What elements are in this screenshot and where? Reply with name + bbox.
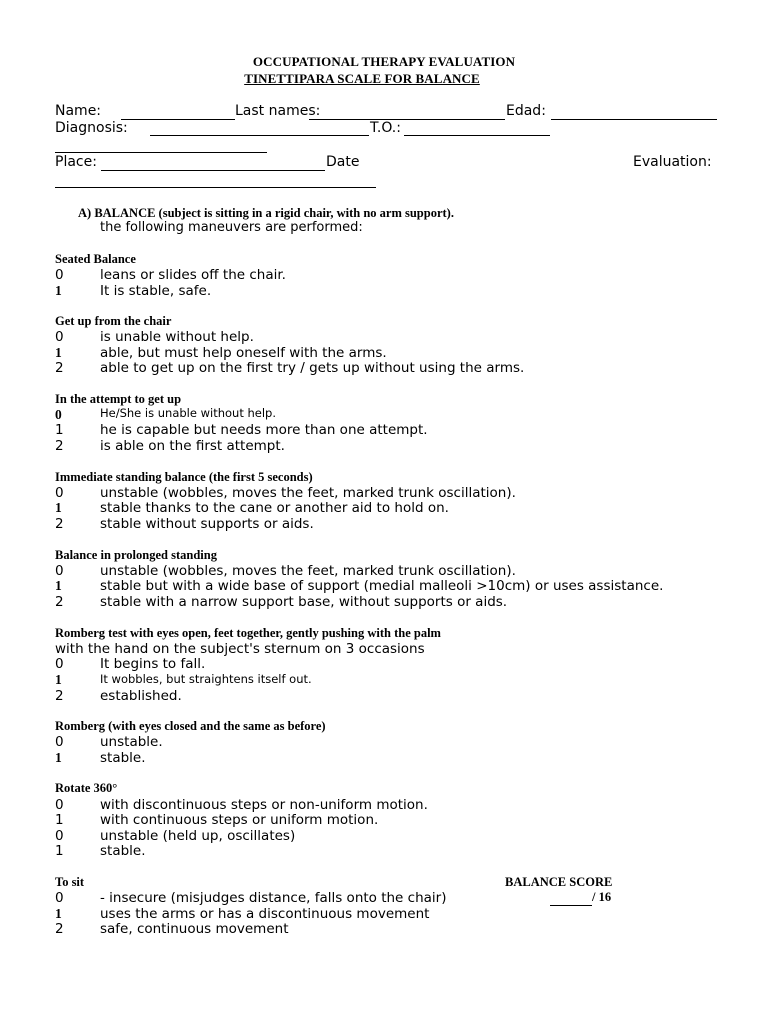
evaluation-field[interactable] — [55, 187, 376, 188]
option-text: unstable (wobbles, moves the feet, marked trunk oscillation). — [100, 563, 516, 579]
option-score: 1 — [55, 422, 64, 438]
item-title: To sit — [55, 875, 85, 889]
option-score: 1 — [55, 672, 62, 687]
option-score: 1 — [55, 750, 62, 765]
option-text: He/She is unable without help. — [100, 406, 277, 420]
item-title: Balance in prolonged standing — [55, 548, 217, 562]
document-subtitle: TINETTIPARA SCALE FOR BALANCE — [244, 71, 480, 86]
option-score: 1 — [55, 906, 62, 921]
option-text: established. — [100, 688, 182, 704]
to-field[interactable] — [404, 135, 550, 136]
option-text: able, but must help oneself with the arms. — [100, 345, 387, 361]
option-text: is able on the first attempt. — [100, 438, 285, 454]
option-text: unstable. — [100, 734, 163, 750]
balance-score-label: BALANCE SCORE — [505, 875, 613, 889]
option-score: 1 — [55, 283, 62, 298]
item-title: In the attempt to get up — [55, 392, 182, 406]
option-score: 0 — [55, 563, 64, 579]
name-label: Name: — [55, 103, 102, 119]
option-score: 1 — [55, 843, 64, 859]
name-field[interactable] — [121, 119, 235, 120]
option-text: stable without supports or aids. — [100, 516, 314, 532]
option-text: able to get up on the first try / gets up without using the arms. — [100, 360, 525, 376]
last-names-field[interactable] — [309, 119, 505, 120]
evaluation-label: Evaluation: — [633, 154, 712, 170]
option-text: - insecure (misjudges distance, falls onto the chair) — [100, 890, 447, 906]
diagnosis-continuation-field[interactable] — [55, 152, 267, 153]
option-score: 2 — [55, 360, 64, 376]
option-score: 2 — [55, 688, 64, 704]
balance-score-field[interactable] — [550, 905, 592, 906]
option-text: leans or slides off the chair. — [100, 267, 286, 283]
option-score: 0 — [55, 890, 64, 906]
option-score: 0 — [55, 407, 62, 422]
option-score: 1 — [55, 812, 64, 828]
item-title: Romberg test with eyes open, feet together, gently pushing with the palm — [55, 626, 441, 640]
item-title: Get up from the chair — [55, 314, 172, 328]
option-score: 0 — [55, 656, 64, 672]
option-text: safe, continuous movement — [100, 921, 289, 937]
balance-score-total: / 16 — [592, 890, 612, 904]
edad-field[interactable] — [551, 119, 717, 120]
option-text: stable. — [100, 750, 146, 766]
to-label: T.O.: — [370, 120, 401, 136]
option-score: 2 — [55, 438, 64, 454]
item-title: Rotate 360° — [55, 781, 118, 795]
item-title: Romberg (with eyes closed and the same as before) — [55, 719, 326, 733]
option-text: It is stable, safe. — [100, 283, 212, 299]
option-text: It begins to fall. — [100, 656, 206, 672]
option-score: 0 — [55, 485, 64, 501]
place-field[interactable] — [101, 170, 325, 171]
option-score: 0 — [55, 828, 64, 844]
option-text: uses the arms or has a discontinuous movement — [100, 906, 430, 922]
item-title-continuation: with the hand on the subject's sternum on 3 occasions — [55, 641, 425, 657]
last-names-label: Last names: — [235, 103, 321, 119]
option-text: is unable without help. — [100, 329, 254, 345]
document-title: OCCUPATIONAL THERAPY EVALUATION — [252, 54, 516, 69]
option-text: stable thanks to the cane or another aid to hold on. — [100, 500, 449, 516]
option-text: stable with a narrow support base, without supports or aids. — [100, 594, 508, 610]
option-text: It wobbles, but straightens itself out. — [100, 672, 312, 686]
date-label: Date — [326, 154, 360, 170]
option-text: stable but with a wide base of support (medial malleoli >10cm) or uses assistance. — [100, 578, 664, 594]
place-label: Place: — [55, 154, 97, 170]
item-title: Immediate standing balance (the first 5 seconds) — [55, 470, 313, 484]
option-text: with continuous steps or uniform motion. — [100, 812, 379, 828]
option-score: 2 — [55, 516, 64, 532]
option-score: 0 — [55, 329, 64, 345]
edad-label: Edad: — [506, 103, 546, 119]
diagnosis-label: Diagnosis: — [55, 120, 128, 136]
option-text: unstable (held up, oscillates) — [100, 828, 296, 844]
option-score: 1 — [55, 500, 62, 515]
option-score: 0 — [55, 734, 64, 750]
item-title: Seated Balance — [55, 252, 136, 266]
option-text: unstable (wobbles, moves the feet, marked trunk oscillation). — [100, 485, 516, 501]
option-text: stable. — [100, 843, 146, 859]
diagnosis-field[interactable] — [150, 135, 369, 136]
option-text: he is capable but needs more than one attempt. — [100, 422, 428, 438]
option-score: 0 — [55, 797, 64, 813]
section-a-heading: A) BALANCE (subject is sitting in a rigid chair, with no arm support). — [78, 206, 454, 220]
option-score: 2 — [55, 594, 64, 610]
option-score: 1 — [55, 578, 62, 593]
section-a-subheading: the following maneuvers are performed: — [100, 220, 363, 235]
option-score: 1 — [55, 345, 62, 360]
option-score: 2 — [55, 921, 64, 937]
option-score: 0 — [55, 267, 64, 283]
option-text: with discontinuous steps or non-uniform motion. — [100, 797, 428, 813]
